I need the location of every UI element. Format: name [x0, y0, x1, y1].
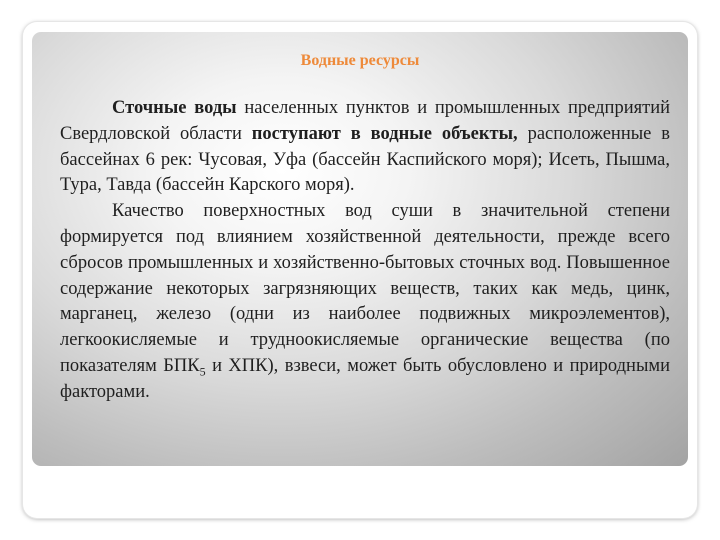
- paragraph-wastewater: [60, 96, 670, 199]
- slide-body: [60, 96, 670, 406]
- paragraph-text: расположенные в бассейнах 6 рек: Чусовая, Уфа (бассейн Каспийского моря); Исеть, Пышма, Тура, Тавда (бассейн Карского моря).: [60, 123, 670, 196]
- subscript: 5: [199, 364, 206, 379]
- paragraph-text: и ХПК), взвеси, может быть обусловлено и природными факторами.: [60, 355, 670, 402]
- paragraph-text: населенных пунктов и промышленных предприятий Свердловской области: [60, 98, 670, 144]
- slide-title: Водные ресурсы: [300, 52, 420, 69]
- paragraph-water-quality: [60, 199, 670, 405]
- bold-term-wastewater: Сточные воды: [112, 98, 237, 118]
- paragraph-text: Качество поверхностных вод суши в значительной степени формируется под влиянием хозяйственной деятельности, прежде всего сбросов промышленных и хозяйственно-бытовых сточных вод. Повышенное содержание некоторых загрязняющих веществ, таких как медь, цинк, марганец, железо (одни из наиболее подвижных микроэлементов), легкоокисляемые и трудноокисляемые органические вещества (по показателям БПК: [60, 201, 670, 376]
- bold-term-enter-water: поступают в водные объекты,: [251, 123, 518, 144]
